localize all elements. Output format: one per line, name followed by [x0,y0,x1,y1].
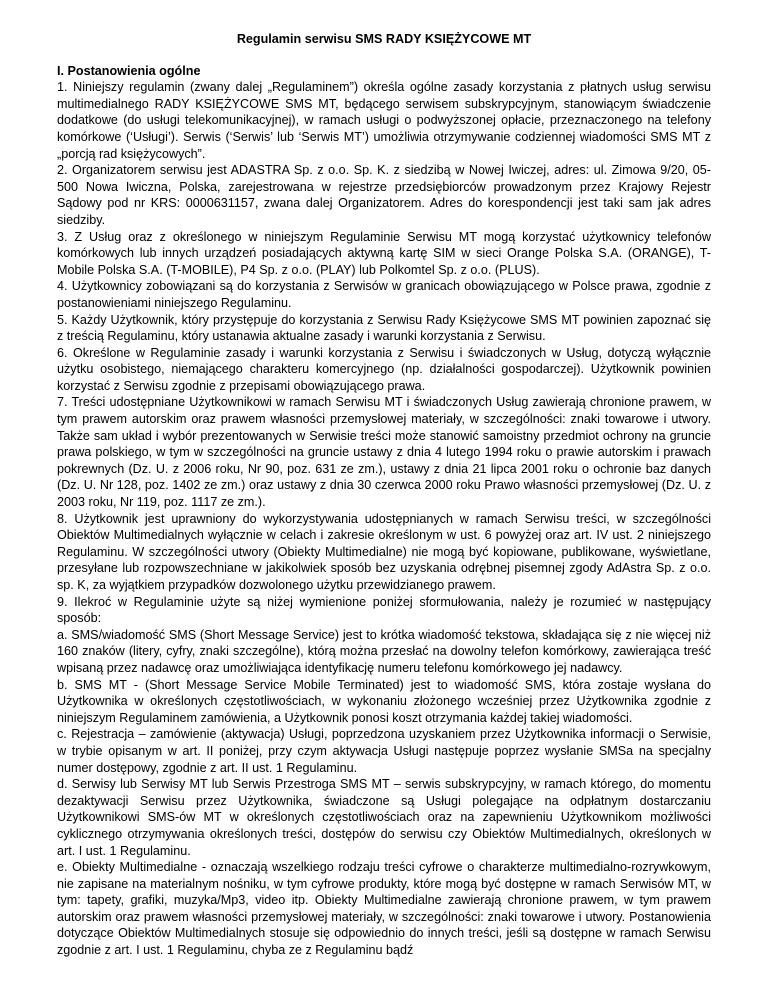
paragraph-7: 7. Treści udostępniane Użytkownikowi w ramach Serwisu MT i świadczonych Usług zawierają chronione prawem, w tym prawem autorskim oraz prawem własności przemysłowej materiały, w szczególności: znaki towarowe i utwory. Także sam układ i wybór prezentowanych w Serwisie treści może stanowić samoistny przedmiot ochrony na gruncie prawa polskiego, w tym w szczególności na gruncie ustawy z dnia 4 lutego 1994 roku o prawie autorskim i prawach pokrewnych (Dz. U. z 2006 roku, Nr 90, poz. 631 ze zm.), ustawy z dnia 21 lipca 2001 roku o ochronie baz danych (Dz. U. Nr 128, poz. 1402 ze zm.) oraz ustawy z dnia 30 czerwca 2000 roku Prawo własności przemysłowej (Dz. U. z 2003 roku, Nr 119, poz. 1117 ze zm.). [57,395,711,510]
document-title: Regulamin serwisu SMS RADY KSIĘŻYCOWE MT [236,32,532,46]
paragraph-1: 1. Niniejszy regulamin (zwany dalej „Regulaminem”) określa ogólne zasady korzystania z płatnych usług serwisu multimedialnego RADY KSIĘŻYCOWE SMS MT, będącego serwisem subskrypcyjnym, stanowiącym świadczenie dodatkowe (do usługi telekomunikacyjnej), w ramach usługi o podwyższonej opłacie, przeznaczonego na telefony komórkowe (‘Usługi’). Serwis (‘Serwis’ lub ‘Serwis MT’) umożliwia otrzymywanie codziennej wiadomości SMS MT z „porcją rad księżycowych”. [57,80,711,161]
definition-d: d. Serwisy lub Serwisy MT lub Serwis Przestroga SMS MT – serwis subskrypcyjny, w ramach którego, do momentu dezaktywacji Serwisu przez Użytkownika, świadczone są Usługi polegające na odpłatnym dostarczaniu Użytkownikowi SMS-ów MT w określonych częstotliwościach oraz na zapewnieniu Użytkownikom możliwości cyklicznego otrzymywania określonych treści, dostępów do serwisu czy Obiektów Multimedialnych, określonych w art. I ust. 1 Regulaminu. [57,777,711,858]
definition-c: c. Rejestracja – zamówienie (aktywacja) Usługi, poprzedzona uzyskaniem przez Użytkownika informacji o Serwisie, w trybie opisanym w art. II poniżej, przy czym aktywacja Usługi następuje poprzez wysłanie SMSa na specjalny numer dostępowy, zgodnie z art. II ust. 1 Regulaminu. [57,727,711,775]
definition-a: a. SMS/wiadomość SMS (Short Message Service) jest to krótka wiadomość tekstowa, składająca się z nie więcej niż 160 znaków (litery, cyfry, znaki szczególne), którą można przesłać na dowolny telefon komórkowy, zawierająca treść wpisaną przez nadawcę oraz umożliwiająca identyfikację numeru telefonu komórkowego jej nadawcy. [57,627,711,675]
paragraph-6: 6. Określone w Regulaminie zasady i warunki korzystania z Serwisu i świadczonych w Usług, dotyczą wyłącznie użytku osobistego, niemającego charakteru komercyjnego (np. działalności gospodarczej). Użytkownik powinien korzystać z Serwisu zgodnie z przepisami obowiązującego prawa. [57,345,711,393]
section-heading: I. Postanowienia ogólne [57,63,201,78]
paragraph-8: 8. Użytkownik jest uprawniony do wykorzystywania udostępnianych w ramach Serwisu treści, w szczególności Obiektów Multimedialnych wyłącznie w celach i zakresie określonym w ust. 6 powyżej oraz art. IV ust. 2 niniejszego Regulaminu. W szczególności utwory (Obiekty Multimedialne) nie mogą być kopiowane, publikowane, wyświetlane, przesyłane lub rozpowszechniane w jakikolwiek sposób bez uzyskania odrębnej pisemnej zgody AdAstra Sp. z o.o. sp. K, za wyjątkiem przypadków dozwolonego użytku przewidzianego prawem. [57,511,711,592]
paragraph-2: 2. Organizatorem serwisu jest ADASTRA Sp. z o.o. Sp. K. z siedzibą w Nowej Iwiczej, adres: ul. Zimowa 9/20, 05-500 Nowa Iwiczna, Polska, zarejestrowana w rejestrze przedsiębiorców prowadzonym przez Krajowy Rejestr Sądowy pod nr KRS: 0000631157, zwana dalej Organizatorem. Adres do korespondencji jest taki sam jak adres siedziby. [57,163,711,227]
definition-e: e. Obiekty Multimedialne - oznaczają wszelkiego rodzaju treści cyfrowe o charakterze multimedialno-rozrywkowym, nie zapisane na materialnym nośniku, w tym cyfrowe produkty, które mogą być dostępne w ramach Serwisów MT, w tym: tapety, grafiki, muzyka/Mp3, video itp. Obiekty Multimedialne zawierają chronione prawem, w tym prawem autorskim oraz prawem własności przemysłowej materiały, w szczególności: znaki towarowe i utwory. Postanowienia dotyczące Obiektów Multimedialnych stosuje się odpowiednio do innych treści, jeśli są dostępne w ramach Serwisu zgodnie z art. I ust. 1 Regulaminu, chyba ze z Regulaminu bądź [57,860,711,958]
paragraph-9: 9. Ilekroć w Regulaminie użyte są niżej wymienione poniżej sformułowania, należy je rozumieć w następujący sposób: [57,594,711,626]
paragraph-5: 5. Każdy Użytkownik, który przystępuje do korzystania z Serwisu Rady Księżycowe SMS MT powinien zapoznać się z treścią Regulaminu, który ustanawia aktualne zasady i warunki korzystania z Serwisu. [57,312,711,344]
paragraph-4: 4. Użytkownicy zobowiązani są do korzystania z Serwisów w granicach obowiązującego w Polsce prawa, zgodnie z postanowieniami niniejszego Regulaminu. [57,279,711,310]
paragraph-3: 3. Z Usług oraz z określonego w niniejszym Regulaminie Serwisu MT mogą korzystać użytkownicy telefonów komórkowych lub innych urządzeń posiadających aktywną kartę SIM w sieci Orange Polska S.A. (ORANGE), T-Mobile Polska S.A. (T-MOBILE), P4 Sp. z o.o. (PLAY) lub Polkomtel Sp. z o.o. (PLUS). [57,229,711,277]
definition-b: b. SMS MT - (Short Message Service Mobile Terminated) jest to wiadomość SMS, która zostaje wysłana do Użytkownika w określonych częstotliwościach, w wykonaniu złożonego wcześniej przez Użytkownika zgodnie z niniejszym Regulaminem zamówienia, a Użytkownik ponosi koszt otrzymania każdej takiej wiadomości. [57,677,711,725]
